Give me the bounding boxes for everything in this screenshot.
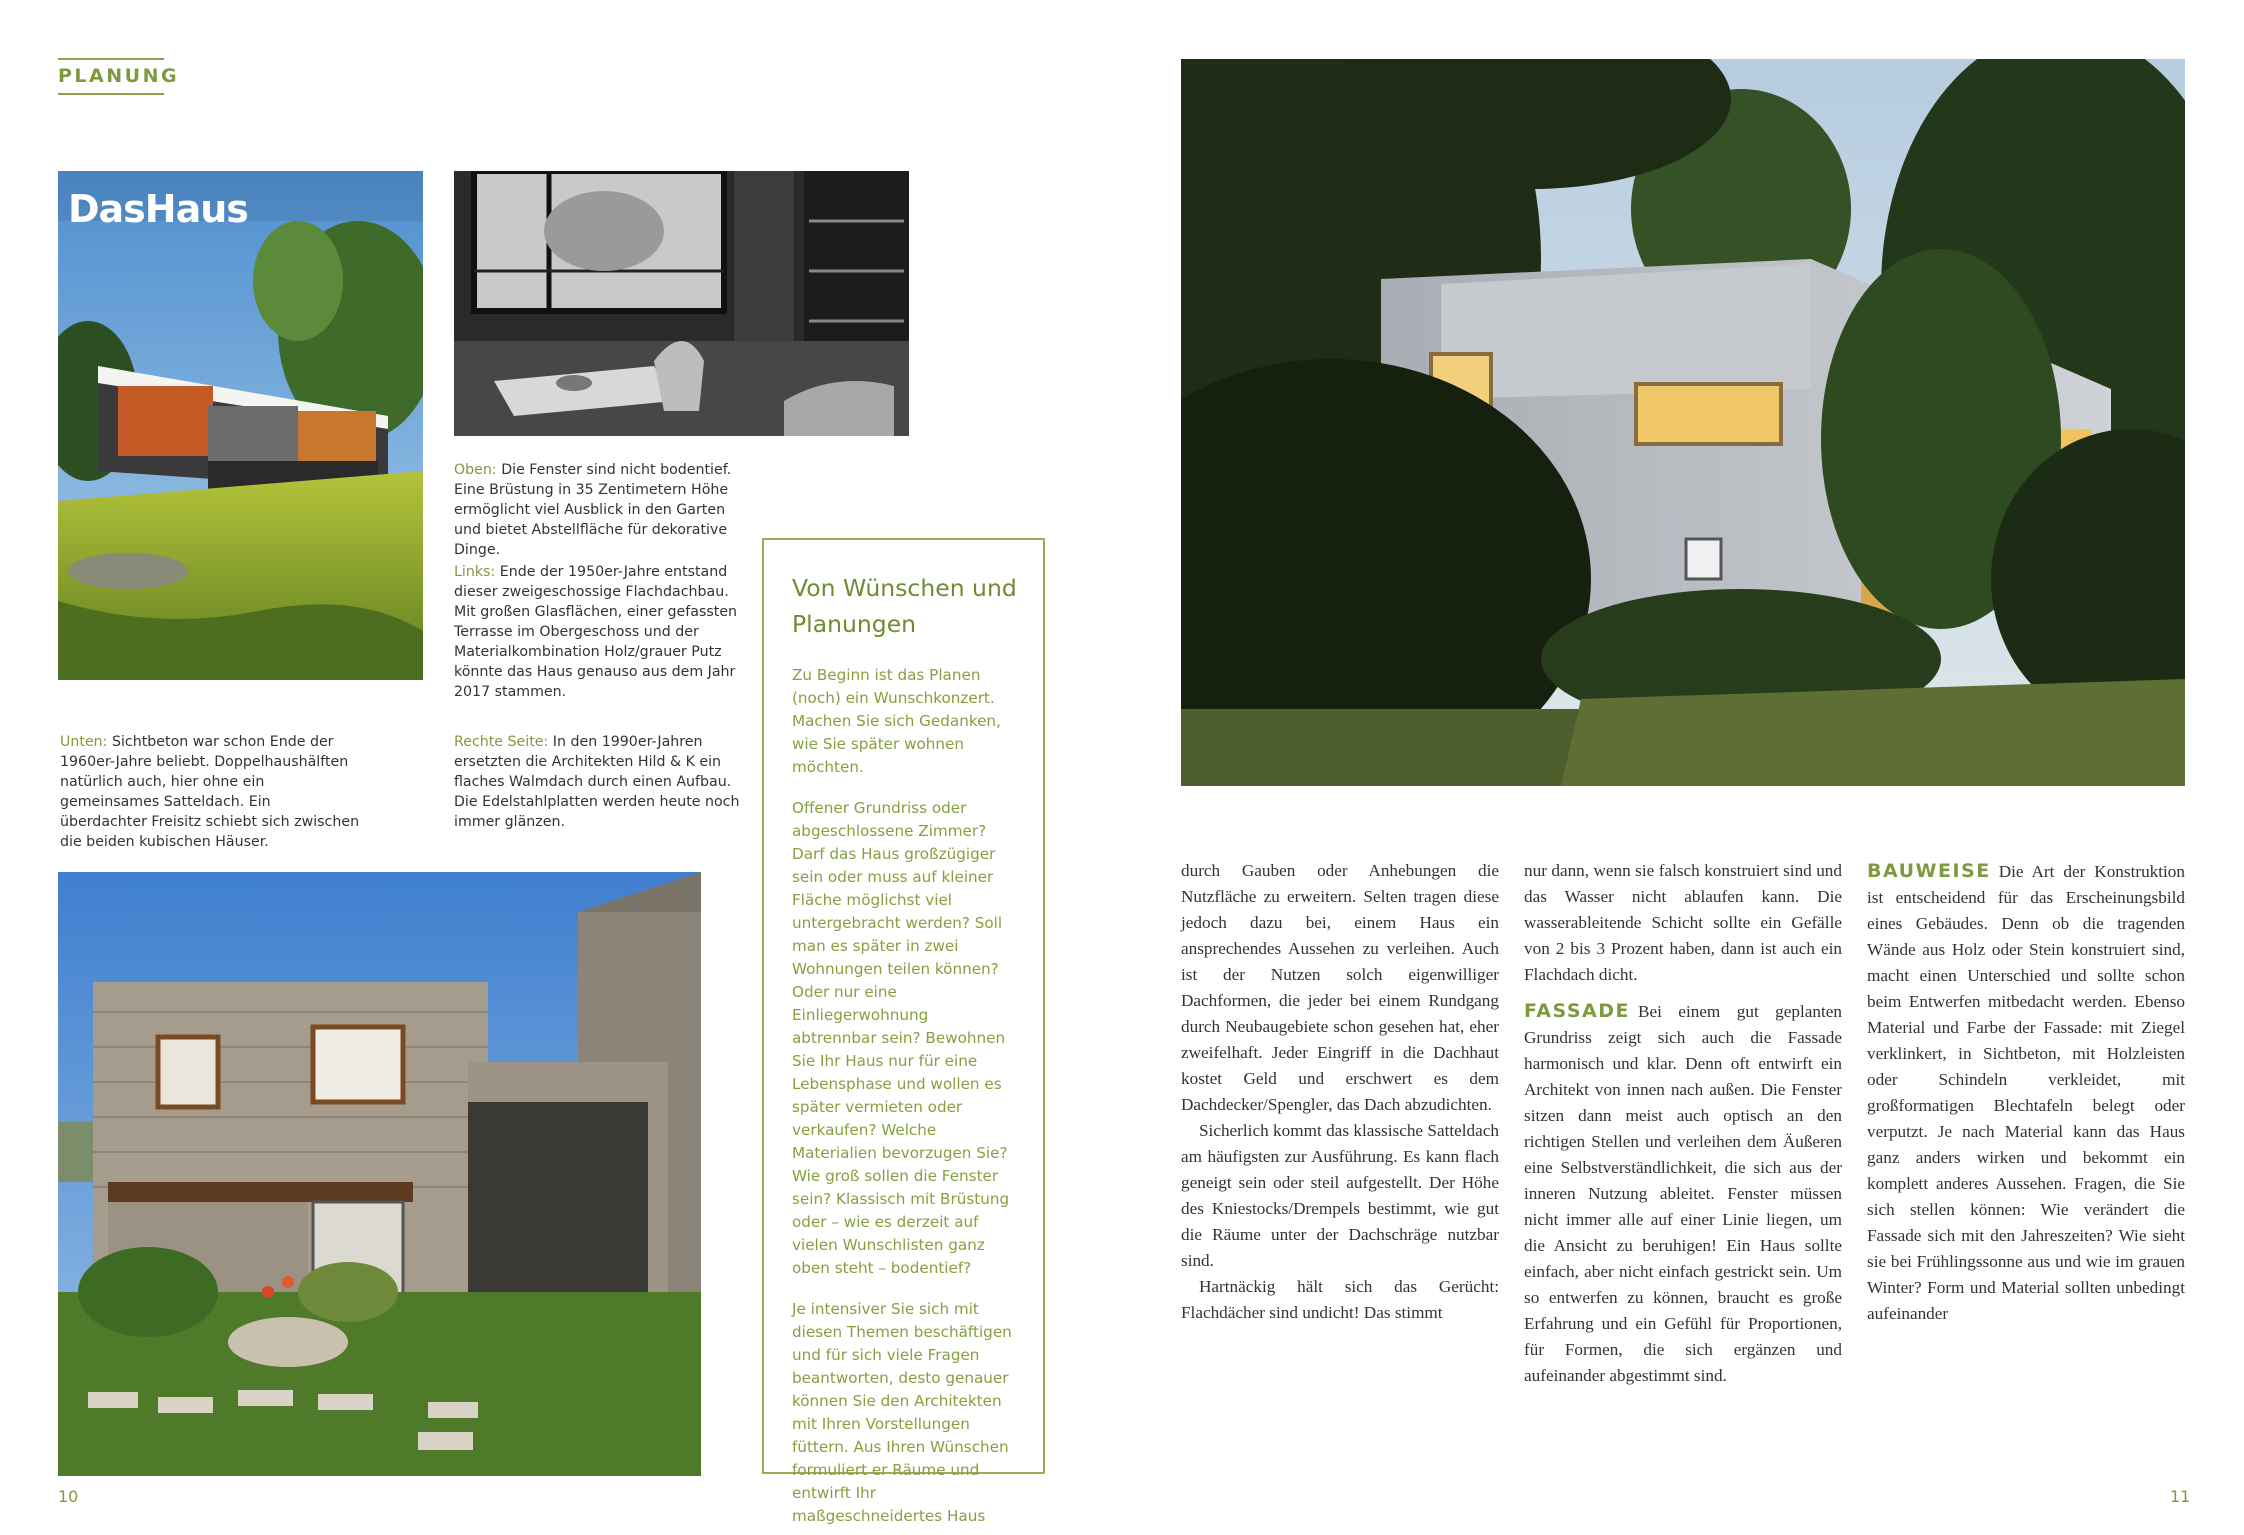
fassade-text: Bei einem gut geplanten Grundriss zeigt sich auch die Fassade harmonisch und klar. Denn oft entwirft ein Architekt von innen nach außen. Die Fenster sitzen dann meist auch optisch an den richtigen Stellen und verleihen dem Äußeren eine Selbstverständlichkeit, die sich aus der inneren Nutzung ableitet. Fenster müssen nicht immer alle auf einer Linie liegen, um die Ansicht zu beruhigen! Ein Haus sollte einfach, aber nicht einfach gestrickt sein. Um so entwerfen zu können, braucht es große Erfahrung und ein Gefühl für Proportionen, für Formen, die sich ergänzen und aufeinander abgestimmt sind.: [1524, 1002, 1842, 1385]
info-box-title: Von Wünschen und Planungen: [792, 574, 1017, 638]
caption-text: Die Fenster sind nicht bodentief. Eine Brüstung in 35 Zentimetern Höhe ermöglicht viel Ausblick in den Garten und bietet Abstellfläche für dekorative Dinge.: [454, 462, 732, 558]
caption-label: Unten:: [60, 734, 108, 750]
caption-text: In den 1990er-Jahren ersetzten die Architekten Hild & K ein flaches Walmdach durch einen Aufbau. Die Edelstahlplatten werden heute noch immer glänzen.: [454, 734, 740, 830]
article-column-1: [1181, 858, 1499, 1326]
fassade-heading: FASSADE: [1524, 1000, 1630, 1022]
caption-label: Rechte Seite:: [454, 734, 549, 750]
section-label: PLANUNG: [58, 58, 164, 95]
concrete-house-photo: [58, 872, 701, 1476]
info-box-paragraph: Zu Beginn ist das Planen (noch) ein Wunschkonzert. Machen Sie sich Gedanken, wie Sie später wohnen möchten.: [792, 666, 1001, 776]
bauweise-text: Die Art der Konstruktion ist entscheidend für das Erscheinungsbild eines Gebäudes. Denn ob die tragenden Wände aus Holz oder Stein konstruiert sind, macht einen Unterschied und sollte schon beim Entwerfen mitbedacht werden. Ebenso Material und Farbe der Fassade: mit Ziegel verklinkert, in Sichtbeton, mit Holzleisten oder Schindeln verkleidet, mit großformatigen Blechtafeln belegt oder verputzt. Je nach Material kann das Haus ganz anders wirken und bekommt ein komplett anderes Aussehen. Fragen, die Sie sich stellen können: Wie verändert die Fassade sich mit den Jahreszeiten? Wie sieht sie bei Frühlingssonne aus und wie im grauen Winter? Form und Material sollten unbedingt aufeinander: [1867, 862, 2185, 1323]
caption-text: Ende der 1950er-Jahre entstand dieser zweigeschossige Flachdachbau. Mit großen Glasflächen, einer gefassten Terrasse im Obergeschoss und der Materialkombination Holz/grauer Putz könnte das Haus genauso aus dem Jahr 2017 stammen.: [454, 564, 738, 700]
caption-links: [454, 562, 744, 702]
steel-house-photo: [1181, 59, 2185, 786]
page-number-left: 10: [58, 1487, 79, 1506]
caption-rechte-seite: [454, 732, 744, 832]
fassade-section: [1524, 998, 1842, 1389]
info-box: [762, 538, 1045, 1525]
magazine-logo: DasHaus: [68, 187, 248, 231]
article-column-2: [1524, 858, 1842, 1389]
bauweise-heading: BAUWEISE: [1867, 860, 1991, 882]
caption-label: Oben:: [454, 462, 497, 478]
bauweise-section: [1867, 858, 2185, 1327]
caption-oben: [454, 460, 744, 560]
article-column-3: [1867, 858, 2185, 1327]
caption-label: Links:: [454, 564, 496, 580]
caption-text: Sichtbeton war schon Ende der 1960er-Jahre beliebt. Doppelhaushälften natürlich auch, hier ohne ein gemeinsames Satteldach. Ein überdachter Freisitz schiebt sich zwischen die beiden kubischen Häuser.: [60, 734, 360, 850]
info-box-paragraph: Offener Grundriss oder abgeschlossene Zimmer? Darf das Haus großzügiger sein oder muss auf kleiner Fläche möglichst viel untergebracht werden? Soll man es später in zwei Wohnungen teilen können? Oder nur eine Einliegerwohnung abtrennbar sein? Bewohnen Sie Ihr Haus nur für eine Lebensphase und wollen es später vermieten oder verkaufen? Welche Materialien bevorzugen Sie? Wie groß sollen die Fenster sein? Klassisch mit Brüstung oder – wie es derzeit auf vielen Wunschlisten ganz oben steht – bodentief?: [792, 799, 1010, 1277]
paragraph: durch Gauben oder Anhebungen die Nutzfläche zu erweitern. Selten tragen diese jedoch dazu bei, einem Haus ein ansprechendes Aussehen zu verleihen. Auch ist der Nutzen solch eigenwilliger Dachformen, die jeder bei einem Rundgang durch Neubaugebiete schon gesehen hat, eher zweifelhaft. Jeder Eingriff in die Dachhaut kostet Geld und erschwert es dem Dachdecker/Spengler, das Dach abzudichten.: [1181, 861, 1499, 1114]
page-number-right: 11: [2170, 1487, 2191, 1506]
paragraph: nur dann, wenn sie falsch konstruiert sind und das Wasser nicht ablaufen kann. Die wasserableitende Schicht sollte ein Gefälle von 2 bis 3 Prozent haben, dann ist auch ein Flachdach dicht.: [1524, 861, 1842, 984]
caption-unten: [60, 732, 360, 852]
interior-photo: [454, 171, 909, 436]
magazine-cover-photo: [58, 171, 423, 680]
paragraph: Hartnäckig hält sich das Gerücht: Flachdächer sind undicht! Das stimmt: [1181, 1277, 1499, 1322]
paragraph: Sicherlich kommt das klassische Satteldach am häufigsten zur Ausführung. Es kann flach geneigt sein oder steil aufgestellt. Der Höhe des Kniestocks/Drempels bestimmt, wie gut die Räume unter der Dachschräge nutzbar sind.: [1181, 1121, 1499, 1270]
info-box-paragraph: Je intensiver Sie sich mit diesen Themen beschäftigen und für sich viele Fragen beantworten, desto genauer können Sie den Architekten mit Ihren Vorstellungen füttern. Aus Ihren Wünschen formuliert er Räume und entwirft Ihr maßgeschneidertes Haus: [792, 1300, 1012, 1525]
